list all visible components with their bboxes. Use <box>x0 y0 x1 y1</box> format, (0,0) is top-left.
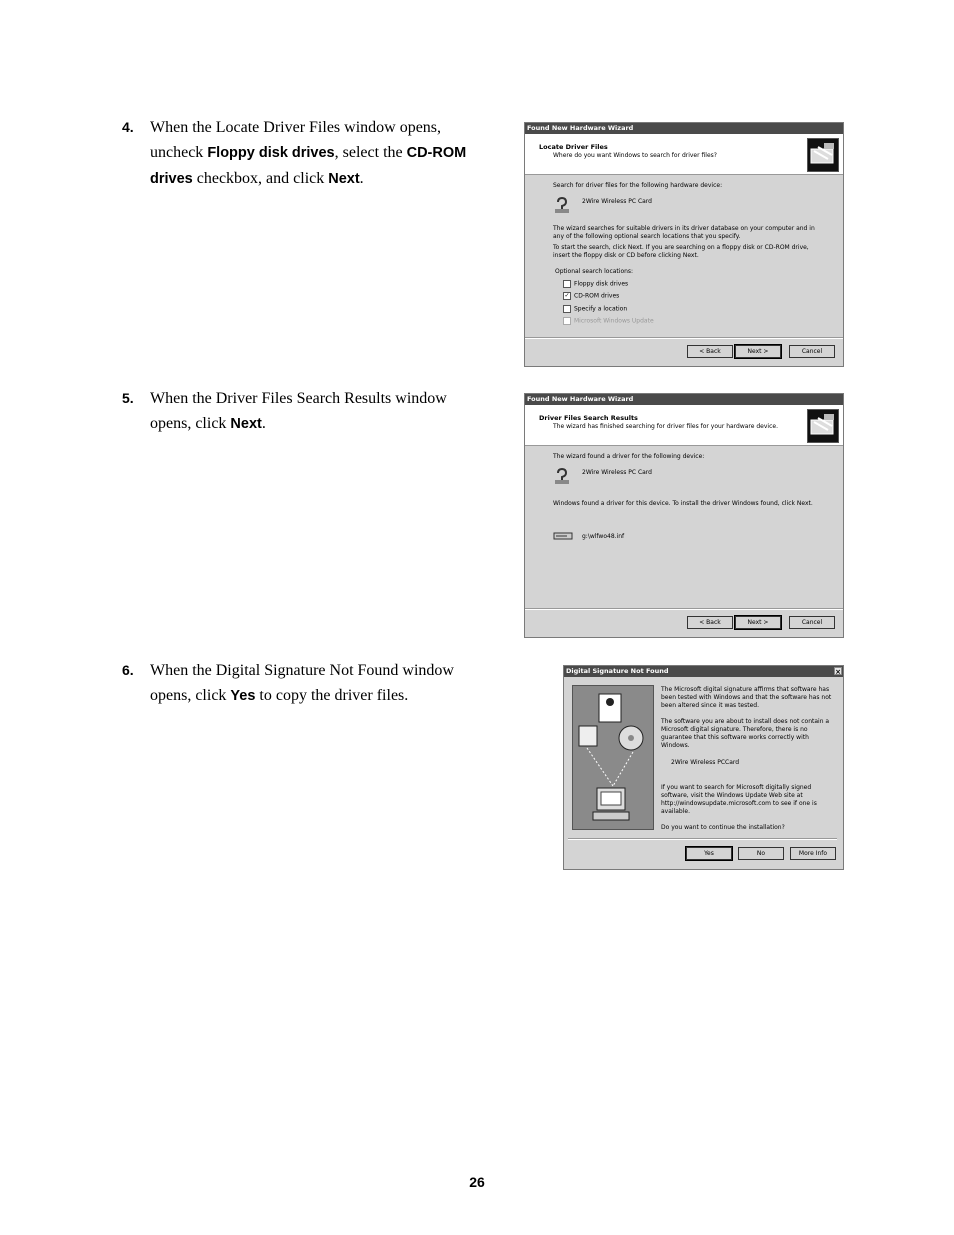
hardware-wizard-icon <box>807 409 839 443</box>
driver-file-path: g:\wlfwo48.inf <box>582 533 625 540</box>
device-name: 2Wire Wireless PCCard <box>671 759 740 766</box>
step-text: When the Digital Signature Not Found window opens, click Yes to copy the driver files. <box>150 662 454 704</box>
no-button[interactable]: No <box>738 847 784 860</box>
header-title: Driver Files Search Results <box>539 414 638 422</box>
page-number: 26 <box>469 1174 485 1190</box>
cdrom-option[interactable]: ✓ CD-ROM drives <box>564 292 620 300</box>
step-number: 4. <box>122 119 134 135</box>
windows-update-hint: If you want to search for Microsoft digitally signed software, visit the Windows Update Web site at http://windowsupdate.microsoft.com to see if one is available. <box>661 784 817 815</box>
window-titlebar: Digital Signature Not Found × <box>564 666 843 677</box>
next-button[interactable]: Next > <box>735 616 781 629</box>
wizard-description: The wizard searches for suitable drivers in its driver database on your computer and in any of the following optional search locations that you specify. <box>553 225 815 240</box>
install-instruction: Windows found a driver for this device. To install the driver Windows found, click Next. <box>553 500 813 507</box>
search-hint: To start the search, click Next. If you are searching on a floppy disk or CD-ROM drive, insert the floppy disk or CD before clicking Next. <box>553 244 809 259</box>
step-number: 6. <box>122 662 134 678</box>
unknown-device-icon <box>553 467 571 485</box>
device-name: 2Wire Wireless PC Card <box>582 198 652 205</box>
back-button[interactable]: < Back <box>687 616 733 629</box>
wizard-header <box>525 405 843 446</box>
search-result-heading: The wizard found a driver for the following device: <box>553 453 705 460</box>
window-titlebar: Found New Hardware Wizard <box>525 394 843 405</box>
header-title: Locate Driver Files <box>539 143 608 151</box>
device-name: 2Wire Wireless PC Card <box>582 469 652 476</box>
step-5 <box>122 386 472 437</box>
unsigned-warning: The software you are about to install does not contain a Microsoft digital signature. Therefore, there is no guarantee that this software works correctly with Windows. <box>661 718 830 749</box>
step-4 <box>122 115 472 192</box>
cancel-button[interactable]: Cancel <box>789 616 835 629</box>
step-text: When the Driver Files Search Results window opens, click Next. <box>150 390 447 432</box>
signature-illustration <box>572 685 654 830</box>
step-text: When the Locate Driver Files window opens, uncheck Floppy disk drives, select the CD-ROM drives checkbox, and click Next. <box>150 119 467 187</box>
close-icon[interactable]: × <box>835 668 841 676</box>
yes-button[interactable]: Yes <box>686 847 732 860</box>
cdrom-checkbox[interactable]: ✓ <box>564 292 570 299</box>
cancel-button[interactable]: Cancel <box>789 345 835 358</box>
locate-driver-files-window <box>524 122 844 367</box>
next-button[interactable]: Next > <box>735 345 781 358</box>
optional-locations-label: Optional search locations: <box>555 268 634 275</box>
footer-divider <box>568 838 837 840</box>
wizard-header <box>525 134 843 175</box>
step-6 <box>122 658 472 709</box>
specify-location-checkbox[interactable] <box>563 305 571 313</box>
floppy-disk-checkbox[interactable] <box>563 280 571 288</box>
windows-update-checkbox <box>563 317 571 325</box>
footer-divider <box>525 608 843 610</box>
header-subtitle: The wizard has finished searching for driver files for your hardware device. <box>553 423 778 430</box>
signature-explanation: The Microsoft digital signature affirms that software has been tested with Windows and that the software has not been altered since it was tested. <box>661 686 832 709</box>
header-subtitle: Where do you want Windows to search for driver files? <box>553 152 717 159</box>
unknown-device-icon <box>553 196 571 214</box>
back-button[interactable]: < Back <box>687 345 733 358</box>
windows-update-option: Microsoft Windows Update <box>563 317 654 326</box>
specify-location-option[interactable]: Specify a location <box>563 305 627 314</box>
window-titlebar: Found New Hardware Wizard <box>525 123 843 134</box>
step-number: 5. <box>122 390 134 406</box>
digital-signature-window <box>563 665 844 870</box>
continue-question: Do you want to continue the installation? <box>661 824 785 831</box>
floppy-disk-option[interactable]: Floppy disk drives <box>563 280 628 289</box>
footer-divider <box>525 337 843 339</box>
hardware-wizard-icon <box>807 138 839 172</box>
more-info-button[interactable]: More Info <box>790 847 836 860</box>
driver-file-icon <box>553 531 573 541</box>
driver-search-results-window <box>524 393 844 638</box>
search-instruction: Search for driver files for the following hardware device: <box>553 182 723 189</box>
